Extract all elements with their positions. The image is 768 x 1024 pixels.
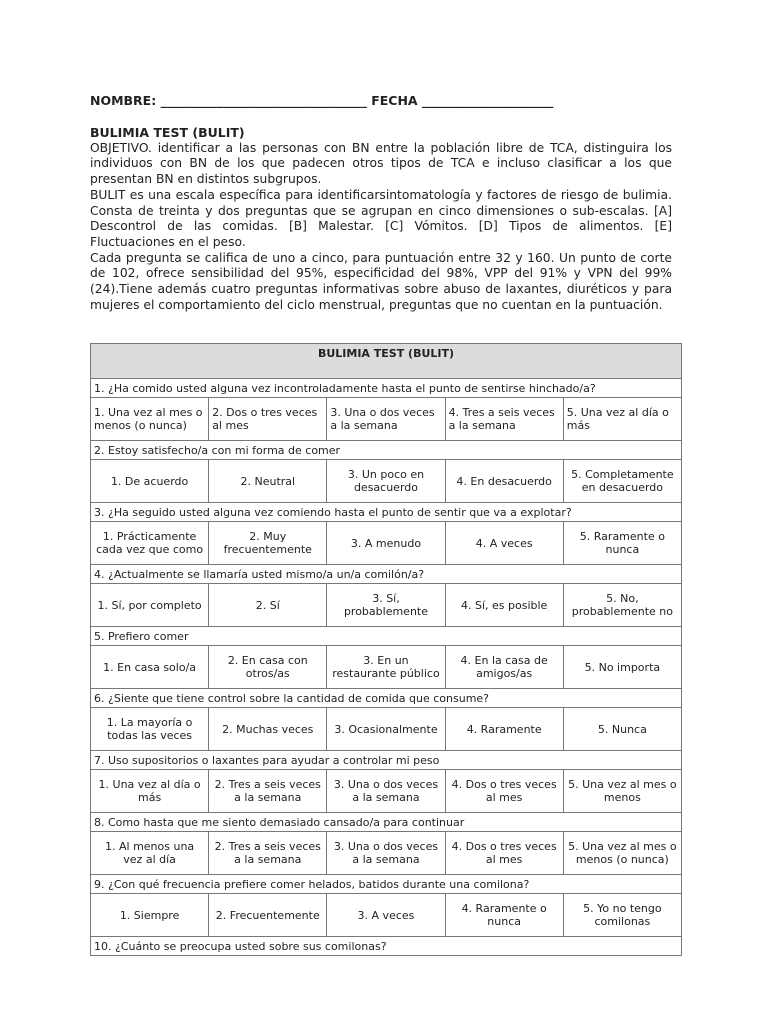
table-title-row xyxy=(91,344,682,379)
answer-option[interactable]: 4. Sí, es posible xyxy=(445,584,563,627)
answer-option[interactable]: 2. Tres a seis veces a la semana xyxy=(209,832,327,875)
question-text: 8. Como hasta que me siento demasiado cansado/a para continuar xyxy=(91,813,682,832)
answer-option[interactable]: 5. No importa xyxy=(563,646,681,689)
answer-option[interactable]: 5. Completamente en desacuerdo xyxy=(563,460,681,503)
answer-option[interactable]: 5. No, probablemente no xyxy=(563,584,681,627)
bulit-table xyxy=(90,343,682,956)
answer-option[interactable]: 2. Tres a seis veces a la semana xyxy=(209,770,327,813)
nombre-label: NOMBRE: xyxy=(90,93,157,108)
answer-option[interactable]: 4. Dos o tres veces al mes xyxy=(445,832,563,875)
answer-option[interactable]: 4. A veces xyxy=(445,522,563,565)
options-row xyxy=(91,770,682,813)
answer-option[interactable]: 2. Muy frecuentemente xyxy=(209,522,327,565)
answer-option[interactable]: 2. Muchas veces xyxy=(209,708,327,751)
answer-option[interactable]: 4. Tres a seis veces a la semana xyxy=(445,398,563,441)
answer-option[interactable]: 2. Neutral xyxy=(209,460,327,503)
question-text: 5. Prefiero comer xyxy=(91,627,682,646)
options-row xyxy=(91,398,682,441)
intro-title: BULIMIA TEST (BULIT) xyxy=(90,125,245,140)
question-row xyxy=(91,441,682,460)
header-line xyxy=(90,93,682,108)
question-text: 6. ¿Siente que tiene control sobre la cantidad de comida que consume? xyxy=(91,689,682,708)
question-text: 10. ¿Cuánto se preocupa usted sobre sus comilonas? xyxy=(91,937,682,956)
answer-option[interactable]: 5. Una vez al mes o menos xyxy=(563,770,681,813)
answer-option[interactable]: 5. Yo no tengo comilonas xyxy=(563,894,681,937)
answer-option[interactable]: 1. Al menos una vez al día xyxy=(91,832,209,875)
answer-option[interactable]: 2. Dos o tres veces al mes xyxy=(209,398,327,441)
question-text: 1. ¿Ha comido usted alguna vez incontroladamente hasta el punto de sentirse hinchado/a? xyxy=(91,379,682,398)
answer-option[interactable]: 1. Una vez al día o más xyxy=(91,770,209,813)
question-row xyxy=(91,813,682,832)
answer-option[interactable]: 3. Una o dos veces a la semana xyxy=(327,770,445,813)
answer-option[interactable]: 1. Una vez al mes o menos (o nunca) xyxy=(91,398,209,441)
question-text: 2. Estoy satisfecho/a con mi forma de comer xyxy=(91,441,682,460)
table-title: BULIMIA TEST (BULIT) xyxy=(91,344,682,379)
answer-option[interactable]: 3. A menudo xyxy=(327,522,445,565)
answer-option[interactable]: 4. Raramente xyxy=(445,708,563,751)
question-row xyxy=(91,937,682,956)
answer-option[interactable]: 3. Una o dos veces a la semana xyxy=(327,832,445,875)
answer-option[interactable]: 2. En casa con otros/as xyxy=(209,646,327,689)
answer-option[interactable]: 3. Ocasionalmente xyxy=(327,708,445,751)
fecha-label: FECHA xyxy=(371,93,418,108)
answer-option[interactable]: 3. Un poco en desacuerdo xyxy=(327,460,445,503)
question-text: 4. ¿Actualmente se llamaría usted mismo/a un/a comilón/a? xyxy=(91,565,682,584)
answer-option[interactable]: 4. Raramente o nunca xyxy=(445,894,563,937)
answer-option[interactable]: 1. En casa solo/a xyxy=(91,646,209,689)
answer-option[interactable]: 1. Siempre xyxy=(91,894,209,937)
question-row xyxy=(91,875,682,894)
options-row xyxy=(91,584,682,627)
answer-option[interactable]: 4. En la casa de amigos/as xyxy=(445,646,563,689)
answer-option[interactable]: 1. Prácticamente cada vez que como xyxy=(91,522,209,565)
question-text: 9. ¿Con qué frecuencia prefiere comer helados, batidos durante una comilona? xyxy=(91,875,682,894)
answer-option[interactable]: 5. Nunca xyxy=(563,708,681,751)
answer-option[interactable]: 5. Una vez al día o más xyxy=(563,398,681,441)
answer-option[interactable]: 1. La mayoría o todas las veces xyxy=(91,708,209,751)
answer-option[interactable]: 3. Una o dos veces a la semana xyxy=(327,398,445,441)
intro-paragraph-objetivo: OBJETIVO. identificar a las personas con BN entre la población libre de TCA, distinguira los individuos con BN de los que padecen otros tipos de TCA e incluso clasificar a los que presentan BN en distintos subgrupos. xyxy=(90,140,672,187)
answer-option[interactable]: 2. Frecuentemente xyxy=(209,894,327,937)
intro-paragraph-description: BULIT es una escala específica para identificarsintomatología y factores de riesgo de bulimia. Consta de treinta y dos preguntas que se agrupan en cinco dimensiones o sub-escalas. [A] Descontrol de las comidas. [B] Malestar. [C] Vómitos. [D] Tipos de alimentos. [E] Fluctuaciones en el peso. xyxy=(90,187,672,249)
answer-option[interactable]: 4. Dos o tres veces al mes xyxy=(445,770,563,813)
answer-option[interactable]: 4. En desacuerdo xyxy=(445,460,563,503)
question-row xyxy=(91,565,682,584)
nombre-blank: _________________________________ xyxy=(160,93,367,108)
options-row xyxy=(91,708,682,751)
options-row xyxy=(91,832,682,875)
intro-section xyxy=(90,125,672,313)
answer-option[interactable]: 3. En un restaurante público xyxy=(327,646,445,689)
question-row xyxy=(91,751,682,770)
question-text: 3. ¿Ha seguido usted alguna vez comiendo hasta el punto de sentir que va a explotar? xyxy=(91,503,682,522)
question-row xyxy=(91,379,682,398)
intro-paragraph-scoring: Cada pregunta se califica de uno a cinco, para puntuación entre 32 y 160. Un punto de corte de 102, ofrece sensibilidad del 95%, especificidad del 98%, VPP del 91% y VPN del 99% (24).Tiene además cuatro preguntas informativas sobre abuso de laxantes, diuréticos y para mujeres el comportamiento del ciclo menstrual, preguntas que no cuentan en la puntuación. xyxy=(90,250,672,312)
question-row xyxy=(91,689,682,708)
answer-option[interactable]: 5. Raramente o nunca xyxy=(563,522,681,565)
answer-option[interactable]: 2. Sí xyxy=(209,584,327,627)
question-row xyxy=(91,627,682,646)
options-row xyxy=(91,646,682,689)
options-row xyxy=(91,894,682,937)
options-row xyxy=(91,522,682,565)
question-row xyxy=(91,503,682,522)
fecha-blank: _____________________ xyxy=(421,93,554,108)
answer-option[interactable]: 1. De acuerdo xyxy=(91,460,209,503)
answer-option[interactable]: 3. A veces xyxy=(327,894,445,937)
answer-option[interactable]: 1. Sí, por completo xyxy=(91,584,209,627)
question-text: 7. Uso supositorios o laxantes para ayudar a controlar mi peso xyxy=(91,751,682,770)
answer-option[interactable]: 5. Una vez al mes o menos (o nunca) xyxy=(563,832,681,875)
answer-option[interactable]: 3. Sí, probablemente xyxy=(327,584,445,627)
options-row xyxy=(91,460,682,503)
